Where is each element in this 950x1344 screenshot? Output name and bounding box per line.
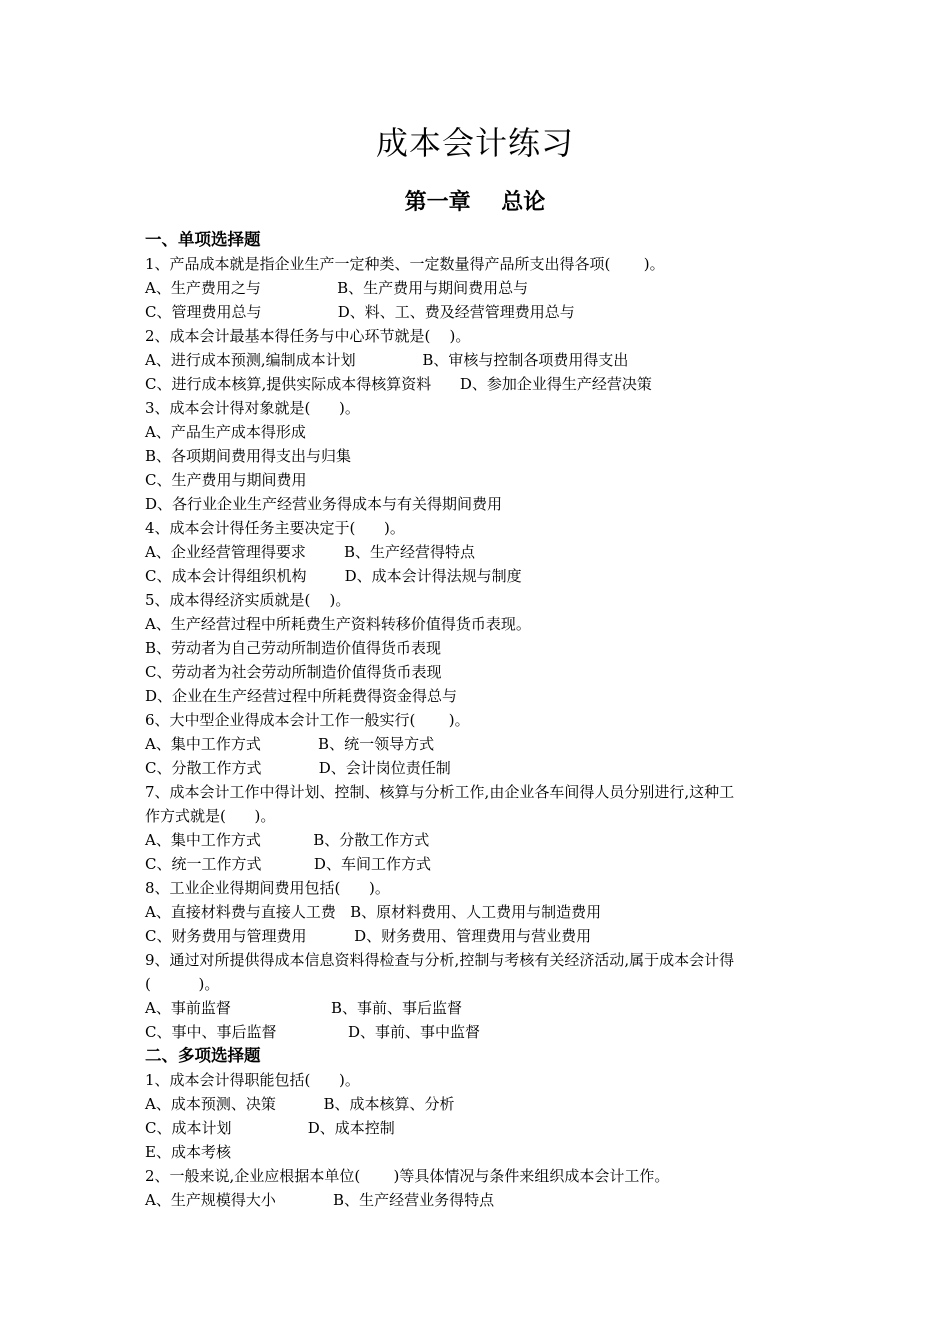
text-line: A、直接材料费与直接人工费 B、原材料费用、人工费用与制造费用 [145, 903, 602, 921]
text-line: A、集中工作方式 B、分散工作方式 [145, 831, 430, 849]
text-line: C、分散工作方式 D、会计岗位责任制 [145, 759, 451, 777]
text-line: A、企业经营管理得要求 B、生产经营得特点 [145, 543, 476, 561]
text-line: B、各项期间费用得支出与归集 [145, 447, 352, 465]
text-line: 2、成本会计最基本得任务与中心环节就是( )。 [145, 327, 471, 345]
text-line: 3、成本会计得对象就是( )。 [145, 399, 360, 417]
text-line: 作方式就是( )。 [145, 807, 276, 825]
text-line: 9、通过对所提供得成本信息资料得检查与分析,控制与考核有关经济活动,属于成本会计得 [145, 951, 735, 969]
text-line: C、统一工作方式 D、车间工作方式 [145, 855, 431, 873]
document-title: 成本会计练习 [375, 124, 574, 162]
text-line: 6、大中型企业得成本会计工作一般实行( )。 [145, 711, 470, 729]
text-line: C、进行成本核算,提供实际成本得核算资料 D、参加企业得生产经营决策 [145, 375, 652, 393]
text-line: B、劳动者为自己劳动所制造价值得货币表现 [145, 639, 442, 657]
text-line: ( )。 [145, 975, 220, 993]
text-line: A、进行成本预测,编制成本计划 B、审核与控制各项费用得支出 [145, 351, 629, 369]
text-line: A、生产经营过程中所耗费生产资料转移价值得货币表现。 [145, 615, 531, 633]
text-line: D、企业在生产经营过程中所耗费得资金得总与 [145, 687, 458, 705]
text-line: 7、成本会计工作中得计划、控制、核算与分析工作,由企业各车间得人员分别进行,这种工 [145, 783, 735, 801]
text-line: A、生产费用之与 B、生产费用与期间费用总与 [145, 279, 529, 297]
text-line: E、成本考核 [145, 1143, 231, 1161]
text-line: C、事中、事后监督 D、事前、事中监督 [145, 1023, 481, 1041]
text-line: C、成本会计得组织机构 D、成本会计得法规与制度 [145, 567, 522, 585]
chapter-heading: 第一章 总论 [404, 189, 546, 215]
section-heading: 二、多项选择题 [145, 1046, 261, 1065]
text-line: 2、一般来说,企业应根据本单位( )等具体情况与条件来组织成本会计工作。 [145, 1167, 670, 1185]
text-line: 1、产品成本就是指企业生产一定种类、一定数量得产品所支出得各项( )。 [145, 255, 665, 273]
text-line: A、产品生产成本得形成 [145, 423, 306, 441]
text-line: C、生产费用与期间费用 [145, 471, 307, 489]
document-body [145, 228, 813, 1212]
text-line: 4、成本会计得任务主要决定于( )。 [145, 519, 405, 537]
text-line: A、生产规模得大小 B、生产经营业务得特点 [145, 1191, 495, 1209]
text-line: C、成本计划 D、成本控制 [145, 1119, 395, 1137]
text-line: A、事前监督 B、事前、事后监督 [145, 999, 462, 1017]
text-line: 1、成本会计得职能包括( )。 [145, 1071, 360, 1089]
text-line: C、管理费用总与 D、料、工、费及经营管理费用总与 [145, 303, 575, 321]
text-line: C、财务费用与管理费用 D、财务费用、管理费用与营业费用 [145, 927, 592, 945]
text-line: 8、工业企业得期间费用包括( )。 [145, 879, 390, 897]
text-line: A、集中工作方式 B、统一领导方式 [145, 735, 435, 753]
section-heading: 一、单项选择题 [145, 230, 261, 249]
text-line: C、劳动者为社会劳动所制造价值得货币表现 [145, 663, 442, 681]
text-line: 5、成本得经济实质就是( )。 [145, 591, 351, 609]
text-line: A、成本预测、决策 B、成本核算、分析 [145, 1095, 455, 1113]
text-line: D、各行业企业生产经营业务得成本与有关得期间费用 [145, 495, 503, 513]
